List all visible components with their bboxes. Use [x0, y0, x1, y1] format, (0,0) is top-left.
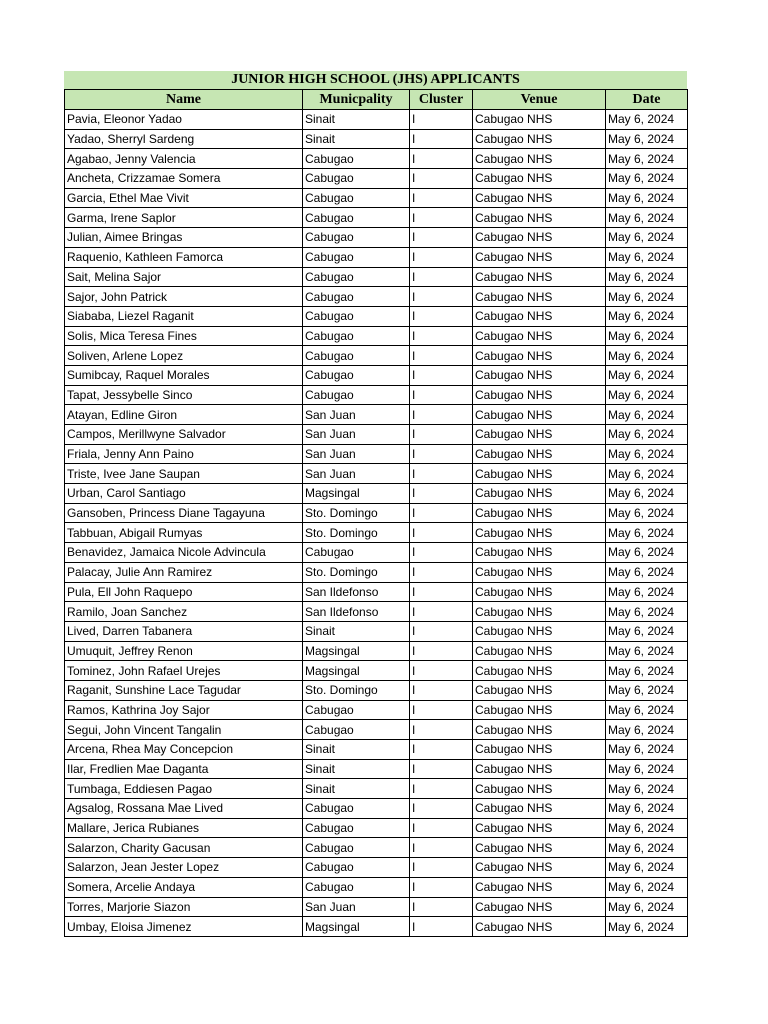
cluster-cell: I [410, 877, 473, 897]
venue-cell: Cabugao NHS [473, 169, 606, 189]
municipality-cell: San Juan [303, 444, 410, 464]
municipality-cell: Cabugao [303, 326, 410, 346]
cluster-cell: I [410, 503, 473, 523]
venue-cell: Cabugao NHS [473, 602, 606, 622]
cluster-cell: I [410, 365, 473, 385]
municipality-cell: San Juan [303, 464, 410, 484]
cluster-cell: I [410, 444, 473, 464]
table-row [65, 287, 688, 307]
venue-cell: Cabugao NHS [473, 484, 606, 504]
name-cell: Gansoben, Princess Diane Tagayuna [65, 503, 303, 523]
municipality-cell: Sinait [303, 110, 410, 130]
applicants-sheet [64, 71, 687, 937]
cluster-cell: I [410, 917, 473, 937]
venue-cell: Cabugao NHS [473, 621, 606, 641]
name-cell: Umbay, Eloisa Jimenez [65, 917, 303, 937]
name-cell: Pula, Ell John Raquepo [65, 582, 303, 602]
date-cell: May 6, 2024 [606, 405, 688, 425]
cluster-cell: I [410, 464, 473, 484]
cluster-cell: I [410, 346, 473, 366]
municipality-cell: Cabugao [303, 543, 410, 563]
cluster-cell: I [410, 680, 473, 700]
cluster-cell: I [410, 267, 473, 287]
column-header-cluster: Cluster [410, 90, 473, 110]
name-cell: Ramilo, Joan Sanchez [65, 602, 303, 622]
table-row [65, 917, 688, 937]
municipality-cell: San Juan [303, 405, 410, 425]
date-cell: May 6, 2024 [606, 484, 688, 504]
cluster-cell: I [410, 720, 473, 740]
date-cell: May 6, 2024 [606, 346, 688, 366]
date-cell: May 6, 2024 [606, 129, 688, 149]
name-cell: Arcena, Rhea May Concepcion [65, 740, 303, 760]
date-cell: May 6, 2024 [606, 897, 688, 917]
name-cell: Salarzon, Jean Jester Lopez [65, 858, 303, 878]
cluster-cell: I [410, 759, 473, 779]
table-row [65, 405, 688, 425]
date-cell: May 6, 2024 [606, 720, 688, 740]
name-cell: Tumbaga, Eddiesen Pagao [65, 779, 303, 799]
name-cell: Torres, Marjorie Siazon [65, 897, 303, 917]
cluster-cell: I [410, 700, 473, 720]
cluster-cell: I [410, 149, 473, 169]
name-cell: Tapat, Jessybelle Sinco [65, 385, 303, 405]
venue-cell: Cabugao NHS [473, 287, 606, 307]
name-cell: Ancheta, Crizzamae Somera [65, 169, 303, 189]
municipality-cell: Cabugao [303, 287, 410, 307]
table-row [65, 818, 688, 838]
municipality-cell: Cabugao [303, 720, 410, 740]
table-row [65, 877, 688, 897]
municipality-cell: Sto. Domingo [303, 523, 410, 543]
table-row [65, 169, 688, 189]
name-cell: Raquenio, Kathleen Famorca [65, 247, 303, 267]
table-row [65, 720, 688, 740]
venue-cell: Cabugao NHS [473, 543, 606, 563]
date-cell: May 6, 2024 [606, 621, 688, 641]
municipality-cell: Cabugao [303, 799, 410, 819]
cluster-cell: I [410, 582, 473, 602]
table-row [65, 621, 688, 641]
cluster-cell: I [410, 740, 473, 760]
cluster-cell: I [410, 287, 473, 307]
venue-cell: Cabugao NHS [473, 759, 606, 779]
date-cell: May 6, 2024 [606, 779, 688, 799]
cluster-cell: I [410, 188, 473, 208]
venue-cell: Cabugao NHS [473, 464, 606, 484]
table-row [65, 484, 688, 504]
cluster-cell: I [410, 562, 473, 582]
municipality-cell: Cabugao [303, 346, 410, 366]
cluster-cell: I [410, 484, 473, 504]
name-cell: Soliven, Arlene Lopez [65, 346, 303, 366]
name-cell: Benavidez, Jamaica Nicole Advincula [65, 543, 303, 563]
municipality-cell: Cabugao [303, 267, 410, 287]
municipality-cell: Sinait [303, 621, 410, 641]
table-row [65, 267, 688, 287]
table-row [65, 602, 688, 622]
table-row [65, 759, 688, 779]
table-row [65, 346, 688, 366]
table-row [65, 365, 688, 385]
cluster-cell: I [410, 858, 473, 878]
cluster-cell: I [410, 799, 473, 819]
name-cell: Sait, Melina Sajor [65, 267, 303, 287]
municipality-cell: Sinait [303, 779, 410, 799]
venue-cell: Cabugao NHS [473, 917, 606, 937]
name-cell: Siababa, Liezel Raganit [65, 306, 303, 326]
table-row [65, 306, 688, 326]
name-cell: Friala, Jenny Ann Paino [65, 444, 303, 464]
name-cell: Somera, Arcelie Andaya [65, 877, 303, 897]
date-cell: May 6, 2024 [606, 247, 688, 267]
venue-cell: Cabugao NHS [473, 858, 606, 878]
table-row [65, 464, 688, 484]
municipality-cell: Cabugao [303, 228, 410, 248]
date-cell: May 6, 2024 [606, 169, 688, 189]
municipality-cell: Cabugao [303, 700, 410, 720]
name-cell: Yadao, Sherryl Sardeng [65, 129, 303, 149]
cluster-cell: I [410, 523, 473, 543]
name-cell: Triste, Ivee Jane Saupan [65, 464, 303, 484]
cluster-cell: I [410, 818, 473, 838]
cluster-cell: I [410, 779, 473, 799]
table-row [65, 562, 688, 582]
municipality-cell: Cabugao [303, 169, 410, 189]
table-row [65, 543, 688, 563]
date-cell: May 6, 2024 [606, 641, 688, 661]
venue-cell: Cabugao NHS [473, 897, 606, 917]
table-row [65, 326, 688, 346]
date-cell: May 6, 2024 [606, 759, 688, 779]
applicants-table [64, 89, 688, 937]
venue-cell: Cabugao NHS [473, 326, 606, 346]
venue-cell: Cabugao NHS [473, 149, 606, 169]
date-cell: May 6, 2024 [606, 858, 688, 878]
table-row [65, 641, 688, 661]
name-cell: Atayan, Edline Giron [65, 405, 303, 425]
table-row [65, 680, 688, 700]
municipality-cell: San Ildefonso [303, 602, 410, 622]
cluster-cell: I [410, 602, 473, 622]
date-cell: May 6, 2024 [606, 799, 688, 819]
date-cell: May 6, 2024 [606, 110, 688, 130]
municipality-cell: Magsingal [303, 641, 410, 661]
municipality-cell: Sinait [303, 740, 410, 760]
column-header-municipality: Municpality [303, 90, 410, 110]
column-header-date: Date [606, 90, 688, 110]
venue-cell: Cabugao NHS [473, 365, 606, 385]
venue-cell: Cabugao NHS [473, 385, 606, 405]
cluster-cell: I [410, 208, 473, 228]
venue-cell: Cabugao NHS [473, 641, 606, 661]
municipality-cell: Sinait [303, 759, 410, 779]
venue-cell: Cabugao NHS [473, 582, 606, 602]
header-row [65, 90, 688, 110]
municipality-cell: Cabugao [303, 385, 410, 405]
venue-cell: Cabugao NHS [473, 680, 606, 700]
cluster-cell: I [410, 641, 473, 661]
venue-cell: Cabugao NHS [473, 779, 606, 799]
date-cell: May 6, 2024 [606, 680, 688, 700]
venue-cell: Cabugao NHS [473, 306, 606, 326]
venue-cell: Cabugao NHS [473, 720, 606, 740]
venue-cell: Cabugao NHS [473, 425, 606, 445]
municipality-cell: Sto. Domingo [303, 562, 410, 582]
date-cell: May 6, 2024 [606, 700, 688, 720]
venue-cell: Cabugao NHS [473, 188, 606, 208]
column-header-name: Name [65, 90, 303, 110]
name-cell: Tominez, John Rafael Urejes [65, 661, 303, 681]
date-cell: May 6, 2024 [606, 444, 688, 464]
venue-cell: Cabugao NHS [473, 661, 606, 681]
date-cell: May 6, 2024 [606, 543, 688, 563]
date-cell: May 6, 2024 [606, 877, 688, 897]
venue-cell: Cabugao NHS [473, 740, 606, 760]
municipality-cell: Cabugao [303, 877, 410, 897]
municipality-cell: Cabugao [303, 306, 410, 326]
table-row [65, 503, 688, 523]
venue-cell: Cabugao NHS [473, 247, 606, 267]
date-cell: May 6, 2024 [606, 523, 688, 543]
name-cell: Mallare, Jerica Rubianes [65, 818, 303, 838]
name-cell: Ramos, Kathrina Joy Sajor [65, 700, 303, 720]
table-row [65, 779, 688, 799]
municipality-cell: Cabugao [303, 818, 410, 838]
date-cell: May 6, 2024 [606, 818, 688, 838]
municipality-cell: Cabugao [303, 149, 410, 169]
cluster-cell: I [410, 228, 473, 248]
cluster-cell: I [410, 425, 473, 445]
date-cell: May 6, 2024 [606, 838, 688, 858]
table-row [65, 228, 688, 248]
name-cell: Agabao, Jenny Valencia [65, 149, 303, 169]
name-cell: Lived, Darren Tabanera [65, 621, 303, 641]
cluster-cell: I [410, 129, 473, 149]
municipality-cell: San Juan [303, 425, 410, 445]
venue-cell: Cabugao NHS [473, 700, 606, 720]
name-cell: Sumibcay, Raquel Morales [65, 365, 303, 385]
cluster-cell: I [410, 169, 473, 189]
table-row [65, 149, 688, 169]
venue-cell: Cabugao NHS [473, 405, 606, 425]
municipality-cell: San Juan [303, 897, 410, 917]
venue-cell: Cabugao NHS [473, 228, 606, 248]
municipality-cell: Cabugao [303, 247, 410, 267]
municipality-cell: Cabugao [303, 858, 410, 878]
table-row [65, 110, 688, 130]
name-cell: Campos, Merillwyne Salvador [65, 425, 303, 445]
date-cell: May 6, 2024 [606, 385, 688, 405]
name-cell: Julian, Aimee Bringas [65, 228, 303, 248]
date-cell: May 6, 2024 [606, 740, 688, 760]
venue-cell: Cabugao NHS [473, 346, 606, 366]
date-cell: May 6, 2024 [606, 562, 688, 582]
name-cell: Solis, Mica Teresa Fines [65, 326, 303, 346]
table-title: JUNIOR HIGH SCHOOL (JHS) APPLICANTS [64, 71, 687, 89]
table-row [65, 247, 688, 267]
column-header-venue: Venue [473, 90, 606, 110]
municipality-cell: Cabugao [303, 838, 410, 858]
table-row [65, 385, 688, 405]
venue-cell: Cabugao NHS [473, 799, 606, 819]
table-row [65, 740, 688, 760]
table-row [65, 799, 688, 819]
venue-cell: Cabugao NHS [473, 523, 606, 543]
table-row [65, 582, 688, 602]
date-cell: May 6, 2024 [606, 661, 688, 681]
municipality-cell: Magsingal [303, 484, 410, 504]
municipality-cell: Cabugao [303, 208, 410, 228]
date-cell: May 6, 2024 [606, 287, 688, 307]
municipality-cell: Cabugao [303, 188, 410, 208]
municipality-cell: Sinait [303, 129, 410, 149]
cluster-cell: I [410, 621, 473, 641]
venue-cell: Cabugao NHS [473, 838, 606, 858]
venue-cell: Cabugao NHS [473, 877, 606, 897]
date-cell: May 6, 2024 [606, 503, 688, 523]
venue-cell: Cabugao NHS [473, 110, 606, 130]
venue-cell: Cabugao NHS [473, 503, 606, 523]
table-row [65, 897, 688, 917]
date-cell: May 6, 2024 [606, 188, 688, 208]
table-row [65, 188, 688, 208]
table-row [65, 425, 688, 445]
name-cell: Pavia, Eleonor Yadao [65, 110, 303, 130]
name-cell: Urban, Carol Santiago [65, 484, 303, 504]
date-cell: May 6, 2024 [606, 602, 688, 622]
municipality-cell: Sto. Domingo [303, 680, 410, 700]
name-cell: Garma, Irene Saplor [65, 208, 303, 228]
name-cell: Tabbuan, Abigail Rumyas [65, 523, 303, 543]
date-cell: May 6, 2024 [606, 582, 688, 602]
cluster-cell: I [410, 326, 473, 346]
name-cell: Raganit, Sunshine Lace Tagudar [65, 680, 303, 700]
table-body [65, 110, 688, 937]
name-cell: Agsalog, Rossana Mae Lived [65, 799, 303, 819]
cluster-cell: I [410, 110, 473, 130]
name-cell: Umuquit, Jeffrey Renon [65, 641, 303, 661]
table-row [65, 661, 688, 681]
municipality-cell: Magsingal [303, 661, 410, 681]
venue-cell: Cabugao NHS [473, 818, 606, 838]
municipality-cell: San Ildefonso [303, 582, 410, 602]
cluster-cell: I [410, 897, 473, 917]
name-cell: Palacay, Julie Ann Ramirez [65, 562, 303, 582]
date-cell: May 6, 2024 [606, 228, 688, 248]
name-cell: Segui, John Vincent Tangalin [65, 720, 303, 740]
municipality-cell: Magsingal [303, 917, 410, 937]
name-cell: Ilar, Fredlien Mae Daganta [65, 759, 303, 779]
cluster-cell: I [410, 838, 473, 858]
date-cell: May 6, 2024 [606, 425, 688, 445]
venue-cell: Cabugao NHS [473, 562, 606, 582]
date-cell: May 6, 2024 [606, 326, 688, 346]
table-row [65, 208, 688, 228]
date-cell: May 6, 2024 [606, 267, 688, 287]
table-row [65, 444, 688, 464]
name-cell: Garcia, Ethel Mae Vivit [65, 188, 303, 208]
venue-cell: Cabugao NHS [473, 129, 606, 149]
date-cell: May 6, 2024 [606, 365, 688, 385]
table-row [65, 129, 688, 149]
table-row [65, 523, 688, 543]
date-cell: May 6, 2024 [606, 149, 688, 169]
cluster-cell: I [410, 385, 473, 405]
cluster-cell: I [410, 247, 473, 267]
venue-cell: Cabugao NHS [473, 208, 606, 228]
venue-cell: Cabugao NHS [473, 267, 606, 287]
name-cell: Salarzon, Charity Gacusan [65, 838, 303, 858]
cluster-cell: I [410, 661, 473, 681]
cluster-cell: I [410, 306, 473, 326]
date-cell: May 6, 2024 [606, 208, 688, 228]
table-row [65, 838, 688, 858]
municipality-cell: Cabugao [303, 365, 410, 385]
date-cell: May 6, 2024 [606, 464, 688, 484]
table-row [65, 858, 688, 878]
date-cell: May 6, 2024 [606, 917, 688, 937]
cluster-cell: I [410, 543, 473, 563]
table-row [65, 700, 688, 720]
cluster-cell: I [410, 405, 473, 425]
municipality-cell: Sto. Domingo [303, 503, 410, 523]
date-cell: May 6, 2024 [606, 306, 688, 326]
venue-cell: Cabugao NHS [473, 444, 606, 464]
name-cell: Sajor, John Patrick [65, 287, 303, 307]
